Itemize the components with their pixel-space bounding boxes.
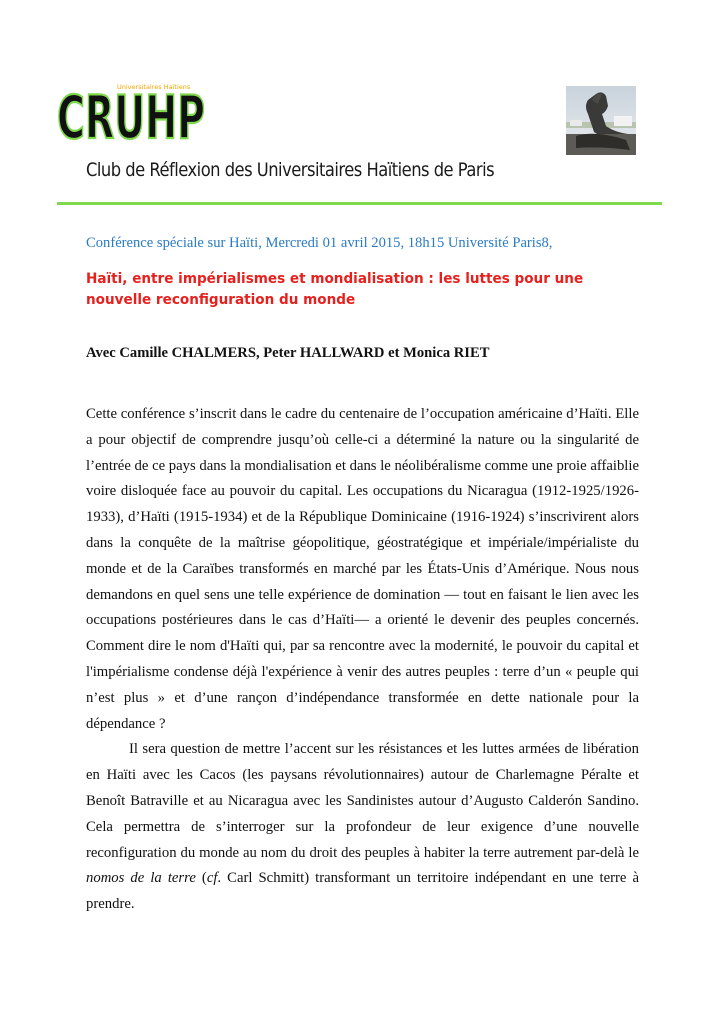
cf-emphasis: cf xyxy=(206,870,218,887)
document-title: Haïti, entre impérialismes et mondialisation : les luttes pour une nouvelle reconfiguration du monde xyxy=(86,270,584,308)
body-text xyxy=(86,402,639,918)
paragraph-2-start: Il sera question de mettre l’accent sur les résistances et les luttes armées de libération en Haïti avec les Cacos (les paysans révolutionnaires) autour de Charlemagne Péralte et Benoît Batraville et au Nicaragua avec les Sandinistes autour d’Augusto Calderón Sandino. Cela permettra de s’interroger sur la profondeur de leur exigence d’une nouvelle reconfiguration du monde au nom du droit des peuples à habiter la terre autrement par-delà le xyxy=(86,741,639,861)
paragraph-2 xyxy=(86,737,639,918)
cruhp-logo xyxy=(57,80,207,142)
green-divider xyxy=(57,202,662,205)
nomos-emphasis: nomos de la terre xyxy=(86,870,196,887)
statue-photo xyxy=(566,86,636,155)
logo-text: CRUHP xyxy=(57,83,205,142)
paren-open: ( xyxy=(195,870,207,887)
organization-name: Club de Réflexion des Universitaires Haïtiens de Paris xyxy=(86,159,495,181)
logo-subtitle: Universitaires Haïtiens xyxy=(117,83,191,91)
speakers-line: Avec Camille CHALMERS, Peter HALLWARD et Monica RIET xyxy=(86,345,490,361)
paragraph-2-end: . Carl Schmitt) transformant un territoire indépendant en une terre à prendre. xyxy=(86,870,639,913)
paragraph-1: Cette conférence s’inscrit dans le cadre du centenaire de l’occupation américaine d’Haïti. Elle a pour objectif de comprendre jusqu’où celle-ci a déterminé la nature ou la singularité de l’entrée de ce pays dans la mondialisation et dans le néolibéralisme comme une proie affaiblie voire disloquée face au pouvoir du capital. Les occupations du Nicaragua (1912-1925/1926-1933), d’Haïti (1915-1934) et de la République Dominicaine (1916-1924) s’inscrivirent alors dans la conquête de la maîtrise géopolitique, géostratégique et impériale/impérialiste du monde et de la Caraïbes transformés en marché par les États-Unis d’Amérique. Nous nous demandons en quel sens une telle expérience de domination ― tout en faisant le lien avec les occupations postérieures dans le cas d’Haïti― a orienté le devenir des peuples concernés. Comment dire le nom d'Haïti qui, par sa rencontre avec la modernité, le pouvoir du capital et l'impérialisme condense déjà l'expérience à venir des autres peuples : terre d’un « peuple qui n’est plus » et d’une rançon d’indépendance transformée en dette nationale pour la dépendance ? xyxy=(86,406,639,732)
conference-info: Conférence spéciale sur Haïti, Mercredi 01 avril 2015, 18h15 Université Paris8, xyxy=(86,235,553,251)
